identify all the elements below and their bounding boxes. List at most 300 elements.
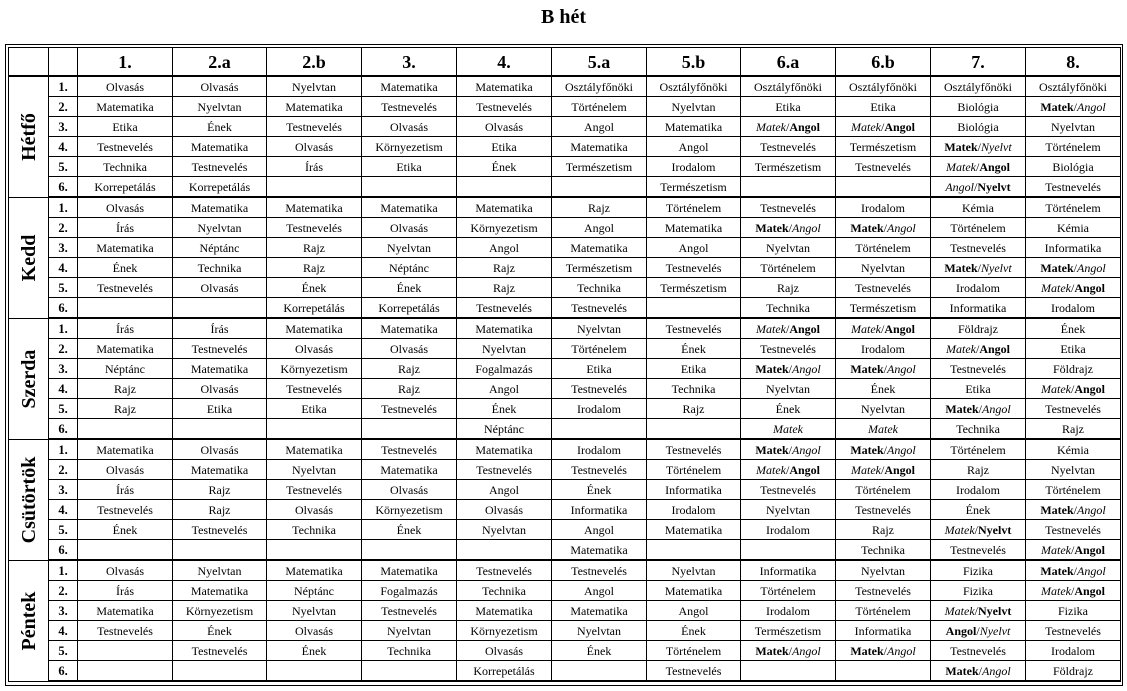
lesson-cell xyxy=(362,540,457,561)
lesson-part: Angol xyxy=(887,361,916,376)
lesson-cell: Néptánc xyxy=(78,359,173,379)
lesson-cell: Ének xyxy=(267,641,362,661)
lesson-part: Angol xyxy=(1074,542,1105,557)
lesson-cell: Angol xyxy=(457,379,552,399)
lesson-cell: Olvasás xyxy=(362,117,457,137)
lesson-cell: Ének xyxy=(78,520,173,540)
lesson-cell xyxy=(647,540,741,561)
lesson-cell: Környezetism xyxy=(457,621,552,641)
lesson-cell: Testnevelés xyxy=(362,439,457,460)
lesson-cell: Néptánc xyxy=(173,238,267,258)
lesson-part: Nyelvt xyxy=(979,623,1011,638)
lesson-cell xyxy=(741,439,836,460)
lesson-part: / xyxy=(788,361,792,376)
lesson-part: Angol xyxy=(884,119,915,134)
lesson-cell: Technika xyxy=(267,520,362,540)
lesson-cell: Nyelvtan xyxy=(173,97,267,117)
lesson-part: Angol xyxy=(1077,563,1106,578)
lesson-cell: Történelem xyxy=(647,641,741,661)
lesson-row xyxy=(9,500,1121,520)
lesson-cell: Fogalmazás xyxy=(457,359,552,379)
lesson-cell xyxy=(931,157,1026,177)
lesson-cell: Matematika xyxy=(457,76,552,97)
lesson-part: / xyxy=(785,119,790,134)
lesson-number: 6. xyxy=(49,298,78,319)
lesson-part: / xyxy=(977,139,981,154)
lesson-row xyxy=(9,419,1121,440)
lesson-part: Matek xyxy=(755,462,786,477)
lesson-cell xyxy=(1026,258,1121,278)
lesson-cell xyxy=(362,177,457,198)
lesson-cell: Korrepetálás xyxy=(457,661,552,682)
lesson-cell xyxy=(836,419,931,440)
lesson-part: Matek xyxy=(1040,280,1071,295)
lesson-number: 4. xyxy=(49,500,78,520)
lesson-cell xyxy=(552,419,647,440)
lesson-cell: Matematika xyxy=(267,318,362,339)
lesson-cell: Nyelvtan xyxy=(362,238,457,258)
lesson-cell xyxy=(931,601,1026,621)
lesson-cell xyxy=(647,298,741,319)
lesson-cell: Ének xyxy=(836,379,931,399)
lesson-cell: Matematika xyxy=(552,238,647,258)
lesson-cell: Rajz xyxy=(741,278,836,298)
lesson-part: / xyxy=(974,522,978,537)
lesson-cell: Néptánc xyxy=(267,581,362,601)
lesson-part: / xyxy=(880,321,885,336)
lesson-cell xyxy=(1026,379,1121,399)
lesson-part: Matek xyxy=(945,159,976,174)
lesson-part: Matek xyxy=(1040,583,1071,598)
lesson-cell: Történelem xyxy=(836,480,931,500)
day-label: Péntek xyxy=(18,591,40,650)
lesson-row xyxy=(9,137,1121,157)
lesson-cell: Testnevelés xyxy=(647,439,741,460)
lesson-cell: Kémia xyxy=(1026,439,1121,460)
lesson-part: Matek xyxy=(1040,99,1074,114)
lesson-cell: Testnevelés xyxy=(552,298,647,319)
lesson-cell: Informatika xyxy=(836,621,931,641)
lesson-cell: Osztályfőnöki xyxy=(1026,76,1121,97)
lesson-cell: Olvasás xyxy=(173,278,267,298)
class-header: 7. xyxy=(931,48,1026,77)
lesson-cell xyxy=(931,339,1026,359)
lesson-cell: Történelem xyxy=(552,97,647,117)
lesson-cell: Nyelvtan xyxy=(741,238,836,258)
lesson-part: Nyelvt xyxy=(978,522,1012,537)
lesson-cell: Földrajz xyxy=(1026,359,1121,379)
lesson-cell: Nyelvtan xyxy=(552,318,647,339)
lesson-cell: Angol xyxy=(647,137,741,157)
lesson-cell: Etika xyxy=(836,97,931,117)
lesson-cell: Testnevelés xyxy=(836,581,931,601)
page-title: B hét xyxy=(541,6,586,28)
lesson-cell: Nyelvtan xyxy=(267,601,362,621)
lesson-number: 4. xyxy=(49,137,78,157)
lesson-row xyxy=(9,278,1121,298)
lesson-cell: Etika xyxy=(362,157,457,177)
lesson-cell xyxy=(741,177,836,198)
lesson-cell: Informatika xyxy=(931,298,1026,319)
lesson-row xyxy=(9,339,1121,359)
lesson-part: Matek xyxy=(868,421,898,436)
lesson-cell xyxy=(173,661,267,682)
lesson-part: Nyelvt xyxy=(977,179,1011,194)
lesson-cell: Testnevelés xyxy=(1026,621,1121,641)
lesson-cell: Angol xyxy=(552,218,647,238)
lesson-cell: Nyelvtan xyxy=(741,379,836,399)
lesson-cell: Ének xyxy=(78,258,173,278)
lesson-cell: Rajz xyxy=(173,480,267,500)
lesson-cell: Rajz xyxy=(1026,419,1121,440)
lesson-cell xyxy=(1026,581,1121,601)
lesson-part: Matek xyxy=(850,119,881,134)
lesson-cell: Nyelvtan xyxy=(267,460,362,480)
lesson-cell: Informatika xyxy=(647,480,741,500)
lesson-cell xyxy=(836,218,931,238)
lesson-cell: Irodalom xyxy=(836,197,931,218)
lesson-cell: Etika xyxy=(173,399,267,419)
lesson-part: Angol xyxy=(1077,260,1106,275)
lesson-cell: Testnevelés xyxy=(173,339,267,359)
lesson-cell: Olvasás xyxy=(173,76,267,97)
lesson-cell: Nyelvtan xyxy=(836,399,931,419)
lesson-cell: Rajz xyxy=(267,258,362,278)
lesson-number: 2. xyxy=(49,460,78,480)
lesson-cell: Osztályfőnöki xyxy=(836,76,931,97)
lesson-cell: Természetism xyxy=(647,278,741,298)
lesson-cell xyxy=(741,419,836,440)
lesson-cell: Ének xyxy=(552,480,647,500)
lesson-cell: Ének xyxy=(267,278,362,298)
lesson-cell xyxy=(741,661,836,682)
lesson-cell: Irodalom xyxy=(1026,298,1121,319)
lesson-part: Angol xyxy=(789,462,820,477)
lesson-part: / xyxy=(1070,583,1075,598)
lesson-part: / xyxy=(1070,381,1075,396)
lesson-cell: Testnevelés xyxy=(931,238,1026,258)
lesson-cell: Testnevelés xyxy=(836,157,931,177)
lesson-cell: Matematika xyxy=(647,581,741,601)
lesson-cell: Technika xyxy=(552,278,647,298)
lesson-part: Matek xyxy=(755,361,789,376)
class-header: 1. xyxy=(78,48,173,77)
lesson-cell: Informatika xyxy=(552,500,647,520)
lesson-cell: Olvasás xyxy=(267,621,362,641)
lesson-cell: Ének xyxy=(741,399,836,419)
lesson-part: / xyxy=(977,260,981,275)
lesson-cell xyxy=(1026,560,1121,581)
lesson-cell: Testnevelés xyxy=(362,399,457,419)
lesson-part: Matek xyxy=(773,421,803,436)
lesson-cell xyxy=(741,117,836,137)
lesson-cell: Matematika xyxy=(78,339,173,359)
lesson-cell: Rajz xyxy=(836,520,931,540)
lesson-part: Angol xyxy=(945,179,974,194)
lesson-row xyxy=(9,258,1121,278)
lesson-part: Matek xyxy=(850,462,881,477)
day-label: Hétfő xyxy=(18,112,40,161)
lesson-number: 1. xyxy=(49,76,78,97)
lesson-part: / xyxy=(978,401,982,416)
lesson-cell: Matematika xyxy=(173,197,267,218)
lesson-part: Nyelvt xyxy=(981,139,1012,154)
lesson-cell: Informatika xyxy=(1026,238,1121,258)
lesson-cell: Matematika xyxy=(173,581,267,601)
class-header: 5.a xyxy=(552,48,647,77)
lesson-cell: Nyelvtan xyxy=(647,560,741,581)
lesson-cell: Testnevelés xyxy=(741,339,836,359)
timetable xyxy=(8,47,1121,682)
lesson-cell: Nyelvtan xyxy=(741,500,836,520)
lesson-part: Angol xyxy=(887,220,916,235)
lesson-part: Matek xyxy=(945,401,979,416)
lesson-row xyxy=(9,641,1121,661)
lesson-cell xyxy=(741,218,836,238)
lesson-cell: Rajz xyxy=(552,197,647,218)
class-header: 4. xyxy=(457,48,552,77)
lesson-cell: Kémia xyxy=(1026,218,1121,238)
lesson-number: 1. xyxy=(49,318,78,339)
lesson-cell: Történelem xyxy=(741,581,836,601)
day-label: Csütörtök xyxy=(18,456,40,543)
day-cell xyxy=(9,318,49,439)
lesson-part: Matek xyxy=(755,442,789,457)
lesson-part: Angol xyxy=(792,220,821,235)
lesson-row xyxy=(9,560,1121,581)
lesson-cell: Néptánc xyxy=(457,419,552,440)
lesson-cell: Matematika xyxy=(362,318,457,339)
lesson-cell: Írás xyxy=(78,581,173,601)
lesson-number: 3. xyxy=(49,117,78,137)
lesson-cell: Testnevelés xyxy=(552,379,647,399)
lesson-cell: Osztályfőnöki xyxy=(741,76,836,97)
day-cell xyxy=(9,439,49,560)
lesson-cell: Ének xyxy=(1026,318,1121,339)
day-cell xyxy=(9,197,49,318)
lesson-cell: Etika xyxy=(267,399,362,419)
lesson-cell: Testnevelés xyxy=(1026,520,1121,540)
lesson-cell: Technika xyxy=(362,641,457,661)
lesson-cell: Matematika xyxy=(647,520,741,540)
day-cell xyxy=(9,560,49,681)
lesson-cell xyxy=(931,520,1026,540)
lesson-cell: Matematika xyxy=(267,439,362,460)
lesson-cell: Nyelvtan xyxy=(173,560,267,581)
lesson-part: / xyxy=(883,643,887,658)
lesson-part: Matek xyxy=(850,442,884,457)
lesson-cell: Testnevelés xyxy=(931,540,1026,561)
lesson-cell: Angol xyxy=(457,480,552,500)
lesson-part: Matek xyxy=(944,260,978,275)
lesson-cell: Nyelvtan xyxy=(1026,460,1121,480)
lesson-cell: Etika xyxy=(457,137,552,157)
lesson-part: Matek xyxy=(945,341,976,356)
lesson-cell: Testnevelés xyxy=(362,97,457,117)
lesson-part: Matek xyxy=(755,321,786,336)
lesson-part: Angol xyxy=(789,119,820,134)
lesson-cell: Matematika xyxy=(362,197,457,218)
class-header: 2.a xyxy=(173,48,267,77)
lesson-cell: Testnevelés xyxy=(78,500,173,520)
lesson-cell: Olvasás xyxy=(362,339,457,359)
lesson-cell: Rajz xyxy=(362,359,457,379)
lesson-cell: Írás xyxy=(78,318,173,339)
lesson-row xyxy=(9,298,1121,319)
lesson-cell: Matematika xyxy=(457,197,552,218)
lesson-cell xyxy=(836,117,931,137)
lesson-cell: Testnevelés xyxy=(647,318,741,339)
lesson-cell: Történelem xyxy=(647,460,741,480)
lesson-number: 2. xyxy=(49,581,78,601)
lesson-cell: Történelem xyxy=(1026,137,1121,157)
lesson-cell: Olvasás xyxy=(362,218,457,238)
lesson-number: 2. xyxy=(49,218,78,238)
lesson-cell xyxy=(931,399,1026,419)
lesson-part: / xyxy=(883,361,887,376)
lesson-cell: Történelem xyxy=(1026,480,1121,500)
lesson-cell: Testnevelés xyxy=(267,218,362,238)
lesson-cell: Környezetism xyxy=(457,218,552,238)
lesson-cell xyxy=(836,661,931,682)
lesson-cell: Nyelvtan xyxy=(362,621,457,641)
lesson-cell: Olvasás xyxy=(78,460,173,480)
lesson-cell: Olvasás xyxy=(173,379,267,399)
class-header: 6.a xyxy=(741,48,836,77)
lesson-cell xyxy=(552,177,647,198)
lesson-cell: Osztályfőnöki xyxy=(552,76,647,97)
lesson-cell: Irodalom xyxy=(1026,641,1121,661)
lesson-number: 1. xyxy=(49,197,78,218)
lesson-cell: Ének xyxy=(647,339,741,359)
lesson-row xyxy=(9,197,1121,218)
lesson-cell: Történelem xyxy=(741,258,836,278)
lesson-number: 1. xyxy=(49,560,78,581)
lesson-cell: Matematika xyxy=(647,117,741,137)
lesson-part: Matek xyxy=(755,220,789,235)
lesson-cell: Testnevelés xyxy=(552,560,647,581)
class-header: 5.b xyxy=(647,48,741,77)
lesson-part: Matek xyxy=(1040,502,1074,517)
lesson-cell: Olvasás xyxy=(457,500,552,520)
lesson-cell: Testnevelés xyxy=(267,117,362,137)
lesson-cell: Nyelvtan xyxy=(457,520,552,540)
lesson-cell xyxy=(78,298,173,319)
lesson-cell: Informatika xyxy=(741,560,836,581)
lesson-part: Angol xyxy=(887,442,916,457)
lesson-cell: Természetism xyxy=(741,157,836,177)
class-header: 6.b xyxy=(836,48,931,77)
lesson-cell: Rajz xyxy=(267,238,362,258)
lesson-cell: Matematika xyxy=(362,460,457,480)
timetable-frame xyxy=(5,44,1123,686)
lesson-cell: Korrepetálás xyxy=(267,298,362,319)
lesson-cell: Testnevelés xyxy=(78,278,173,298)
lesson-cell xyxy=(836,318,931,339)
lesson-cell: Természetism xyxy=(836,298,931,319)
lesson-cell: Ének xyxy=(173,117,267,137)
lesson-cell: Rajz xyxy=(78,399,173,419)
lesson-cell: Etika xyxy=(741,97,836,117)
lesson-cell: Olvasás xyxy=(173,439,267,460)
day-label: Kedd xyxy=(18,234,40,281)
lesson-row xyxy=(9,460,1121,480)
lesson-cell: Ének xyxy=(552,641,647,661)
lesson-cell: Testnevelés xyxy=(362,601,457,621)
lesson-cell xyxy=(836,177,931,198)
lesson-cell: Technika xyxy=(173,258,267,278)
lesson-part: / xyxy=(788,442,792,457)
lesson-cell: Testnevelés xyxy=(78,137,173,157)
lesson-cell: Testnevelés xyxy=(457,97,552,117)
lesson-cell: Biológia xyxy=(1026,157,1121,177)
lesson-part: Angol xyxy=(884,462,915,477)
lesson-part: / xyxy=(975,159,980,174)
lesson-number: 3. xyxy=(49,359,78,379)
lesson-number: 2. xyxy=(49,97,78,117)
lesson-part: / xyxy=(1070,542,1075,557)
lesson-cell xyxy=(78,641,173,661)
day-cell xyxy=(9,76,49,197)
lesson-cell: Irodalom xyxy=(836,339,931,359)
lesson-cell: Rajz xyxy=(362,379,457,399)
lesson-cell xyxy=(173,298,267,319)
lesson-cell: Technika xyxy=(78,157,173,177)
lesson-cell: Etika xyxy=(78,117,173,137)
lesson-cell: Irodalom xyxy=(647,157,741,177)
lesson-row xyxy=(9,97,1121,117)
lesson-part: / xyxy=(883,220,887,235)
lesson-cell: Ének xyxy=(457,157,552,177)
lesson-row xyxy=(9,581,1121,601)
lesson-cell: Ének xyxy=(931,500,1026,520)
lesson-cell: Írás xyxy=(78,480,173,500)
lesson-cell: Testnevelés xyxy=(931,641,1026,661)
lesson-part: Angol xyxy=(1074,280,1105,295)
lesson-part: Angol xyxy=(982,401,1011,416)
lesson-part: Angol xyxy=(979,341,1010,356)
lesson-cell xyxy=(741,460,836,480)
lesson-cell: Testnevelés xyxy=(457,560,552,581)
lesson-cell: Osztályfőnöki xyxy=(647,76,741,97)
lesson-cell: Testnevelés xyxy=(1026,177,1121,198)
lesson-part: Matek xyxy=(850,361,884,376)
lesson-cell: Matematika xyxy=(457,601,552,621)
lesson-part: / xyxy=(1073,563,1077,578)
lesson-part: Angol xyxy=(1077,99,1106,114)
lesson-cell xyxy=(931,661,1026,682)
lesson-part: Matek xyxy=(850,643,884,658)
lesson-cell: Testnevelés xyxy=(647,661,741,682)
lesson-cell: Testnevelés xyxy=(931,359,1026,379)
lesson-part: / xyxy=(978,663,982,678)
lesson-cell: Fizika xyxy=(931,560,1026,581)
lesson-cell xyxy=(1026,500,1121,520)
lesson-cell: Etika xyxy=(931,379,1026,399)
lesson-cell: Irodalom xyxy=(647,500,741,520)
lesson-cell: Rajz xyxy=(173,500,267,520)
lesson-part: Angol xyxy=(792,361,821,376)
lesson-cell xyxy=(647,419,741,440)
lesson-cell: Matematika xyxy=(647,218,741,238)
lesson-part: Angol xyxy=(982,663,1011,678)
day-label: Szerda xyxy=(18,349,40,408)
lesson-cell xyxy=(552,661,647,682)
lesson-number: 5. xyxy=(49,399,78,419)
lesson-number: 5. xyxy=(49,278,78,298)
class-header: 2.b xyxy=(267,48,362,77)
lesson-cell: Korrepetálás xyxy=(78,177,173,198)
